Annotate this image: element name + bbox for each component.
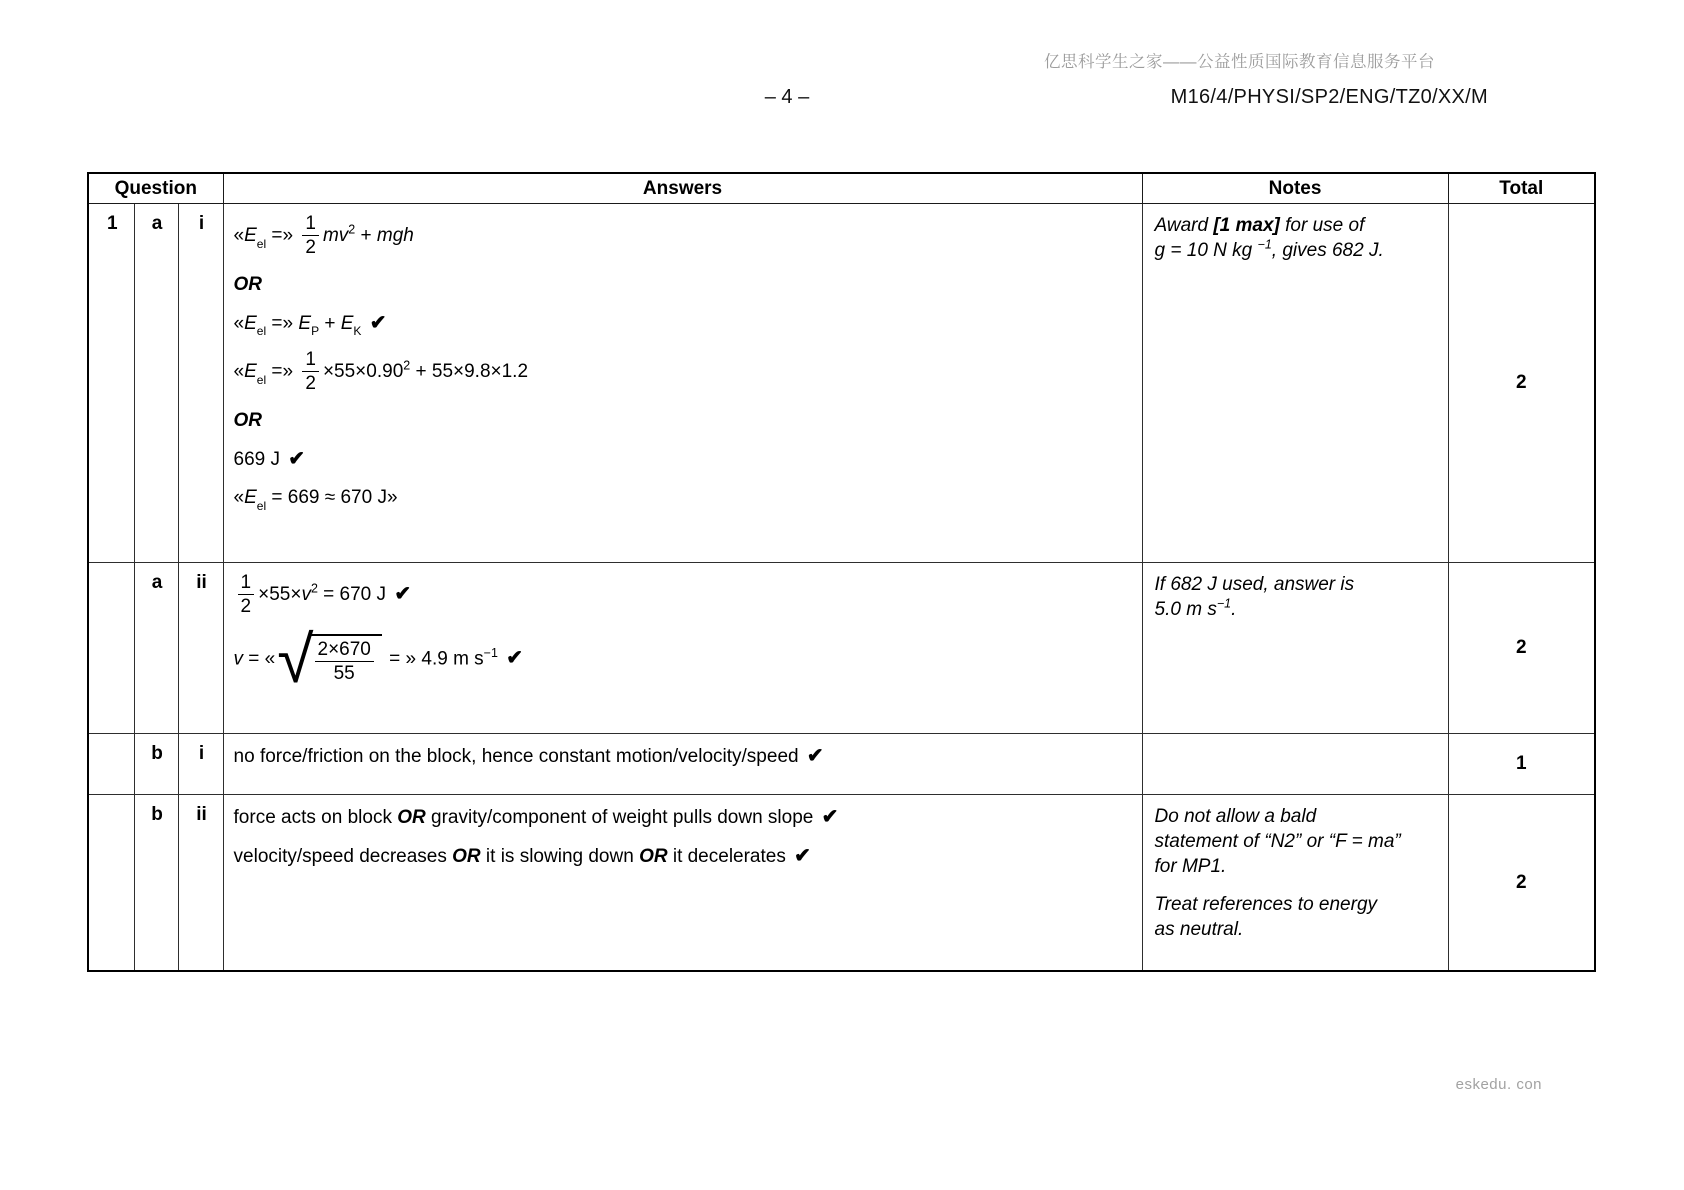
table-row xyxy=(88,204,1595,563)
header-notes: Notes xyxy=(1142,173,1448,204)
page-number: – 4 – xyxy=(764,86,810,108)
question-number xyxy=(88,563,134,734)
answers-cell: $\frac{1}{2}$ $\times 55\times v^2 = 670$ J ✔ v = « √ $\frac{2\times 670}{55}$ = » 4.9 m $s^{-1}$ ✔ xyxy=(223,563,1142,734)
answers-cell: force acts on block OR gravity/component of weight pulls down slope ✔ velocity/speed decreases OR it is slowing down OR it decelerates ✔ xyxy=(223,795,1142,972)
question-letter: b xyxy=(134,795,178,972)
total-marks: 2 xyxy=(1448,563,1595,734)
markscheme-table xyxy=(87,172,1596,972)
question-roman: i xyxy=(178,734,223,795)
header-total: Total xyxy=(1448,173,1595,204)
table-header-row xyxy=(88,173,1595,204)
question-letter: b xyxy=(134,734,178,795)
tick-mark-icon: ✔ xyxy=(288,447,306,470)
total-marks: 2 xyxy=(1448,795,1595,972)
notes-cell: If 682 J used, answer is 5.0 m $s^{-1}$. xyxy=(1142,563,1448,734)
total-marks: 1 xyxy=(1448,734,1595,795)
watermark-footer-text: eskedu. con xyxy=(1455,1076,1542,1093)
table-row xyxy=(88,795,1595,972)
answers-cell: no force/friction on the block, hence constant motion/velocity/speed ✔ xyxy=(223,734,1142,795)
header-answers: Answers xyxy=(223,173,1142,204)
tick-mark-icon: ✔ xyxy=(806,745,824,767)
tick-mark-icon: ✔ xyxy=(394,582,412,605)
radical-sign: √ xyxy=(277,621,314,696)
question-roman: i xyxy=(178,204,223,563)
notes-cell: Do not allow a bald statement of “N2” or “F = ma” for MP1. Treat references to energy as neutral. xyxy=(1142,795,1448,972)
answers-cell: «$E_{el}$ =» $\frac{1}{2}$ $mv^2$ + mgh OR «$E_{el}$ =» $E_P + E_K$ ✔ «$E_{el}$ =» $\frac{1}{2}$ $\times 55\times 0.90^2 + 55\times 9.8\times 1.2$ OR 669 J ✔ «$E_{el} = 669 \approx 670$ J» xyxy=(223,204,1142,563)
tick-mark-icon: ✔ xyxy=(369,311,387,334)
tick-mark-icon: ✔ xyxy=(506,647,523,670)
question-roman: ii xyxy=(178,563,223,734)
question-number xyxy=(88,734,134,795)
tick-mark-icon: ✔ xyxy=(821,806,839,828)
question-roman: ii xyxy=(178,795,223,972)
watermark-header-text: 亿思科学生之家——公益性质国际教育信息服务平台 xyxy=(1044,53,1435,71)
document-code: M16/4/PHYSI/SP2/ENG/TZ0/XX/M xyxy=(1170,86,1488,108)
total-marks: 2 xyxy=(1448,204,1595,563)
notes-cell xyxy=(1142,734,1448,795)
tick-mark-icon: ✔ xyxy=(794,845,811,868)
question-letter: a xyxy=(134,204,178,563)
question-number xyxy=(88,795,134,972)
question-number: 1 xyxy=(88,204,134,563)
question-letter: a xyxy=(134,563,178,734)
table-row xyxy=(88,563,1595,734)
header-question: Question xyxy=(88,173,223,204)
table-row xyxy=(88,734,1595,795)
notes-cell: Award [1 max] for use of g = 10 N kg $^{-1}$, gives 682 J. xyxy=(1142,204,1448,563)
